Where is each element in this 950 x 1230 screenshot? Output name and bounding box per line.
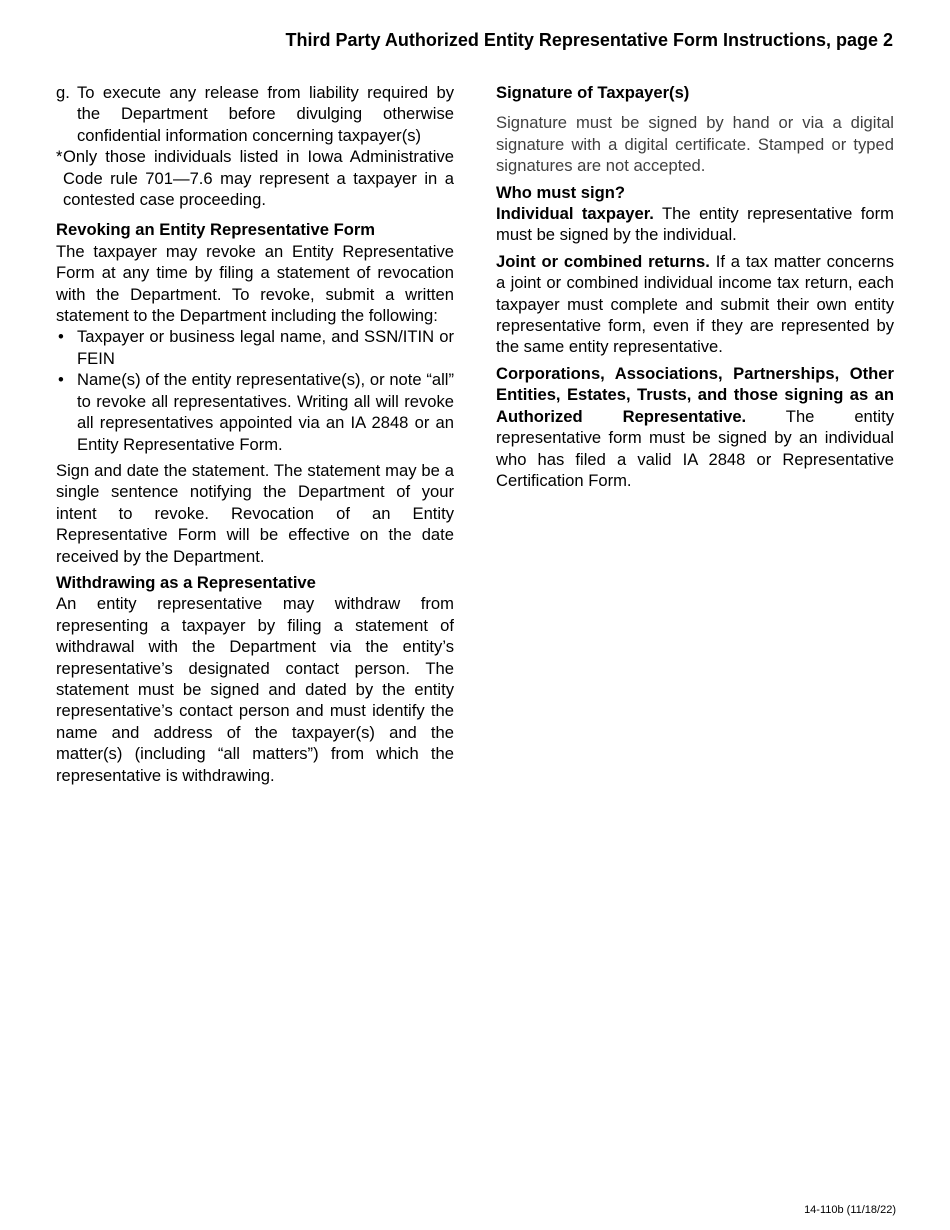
corporations-paragraph [496, 363, 894, 491]
withdrawing-paragraph: An entity representative may withdraw from representing a taxpayer by filing a statement of withdrawal with the Department via the entity’s representative’s designated contact person. The statement must be signed and dated by the entity representative’s contact person and must identify the name and address of the taxpayer(s) and the matter(s) (including “all matters”) from which the representative is withdrawing. [56, 594, 454, 785]
list-item [56, 326, 454, 369]
list-item-text: Taxpayer or business legal name, and SSN/ITIN or FEIN [77, 327, 454, 368]
bullet-icon: • [58, 370, 64, 390]
footnote [56, 146, 454, 210]
corporations-label: Corporations, Associations, Partnerships, Other Entities, Estates, Trusts, and those signing as an Authorized Representative. [496, 363, 894, 426]
joint-returns-paragraph [496, 251, 894, 358]
footnote-marker: * [56, 147, 63, 167]
form-id: 14-110b (11/18/22) [804, 1204, 896, 1216]
list-item [56, 369, 454, 455]
individual-taxpayer-text: The entity representative form must be signed by the individual. [496, 204, 894, 245]
list-item-text: Name(s) of the entity representative(s), or note “all” to revoke all representatives. Writing all will revoke all representatives appointed via an IA 2848 or an Entity Representative Form. [77, 370, 454, 454]
right-column [496, 82, 894, 491]
revoking-paragraph: The taxpayer may revoke an Entity Representative Form at any time by filing a statement of revocation with the Department. To revoke, submit a written statement to the Department including the following: [56, 241, 454, 326]
joint-returns-label: Joint or combined returns. [496, 251, 710, 271]
item-label: g. [56, 83, 70, 102]
list-item-g [56, 82, 454, 146]
footnote-text: Only those individuals listed in Iowa Administrative Code rule 701—7.6 may represent a taxpayer in a contested case proceeding. [63, 147, 454, 210]
signature-heading: Signature of Taxpayer(s) [496, 83, 690, 102]
corporations-text: The entity representative form must be signed by an individual who has filed a valid IA 2848 or Representative Certification Form. [496, 406, 894, 490]
revoking-list [56, 326, 454, 454]
joint-returns-text: If a tax matter concerns a joint or combined individual income tax return, each taxpayer must complete and submit their own entity representative form, even if they are represented by the same entity representative. [496, 251, 894, 357]
revoking-sign-paragraph: Sign and date the statement. The statement may be a single sentence notifying the Department of your intent to revoke. Revocation of an Entity Representative Form will be effective on the date received by the Department. [56, 460, 454, 566]
individual-taxpayer-label: Individual taxpayer. [496, 204, 654, 224]
item-text: To execute any release from liability required by the Department before divulging otherwise confidential information concerning taxpayer(s) [77, 83, 454, 145]
left-column [56, 82, 454, 786]
page-header: Third Party Authorized Entity Representative Form Instructions, page 2 [285, 30, 893, 50]
withdrawing-heading: Withdrawing as a Representative [56, 572, 316, 592]
bullet-icon: • [58, 327, 64, 347]
individual-taxpayer-paragraph [496, 203, 894, 246]
who-must-sign-heading: Who must sign? [496, 182, 626, 202]
signature-paragraph: Signature must be signed by hand or via a digital signature with a digital certificate. Stamped or typed signatures are not accepted. [496, 113, 894, 176]
revoking-heading: Revoking an Entity Representative Form [56, 220, 376, 240]
